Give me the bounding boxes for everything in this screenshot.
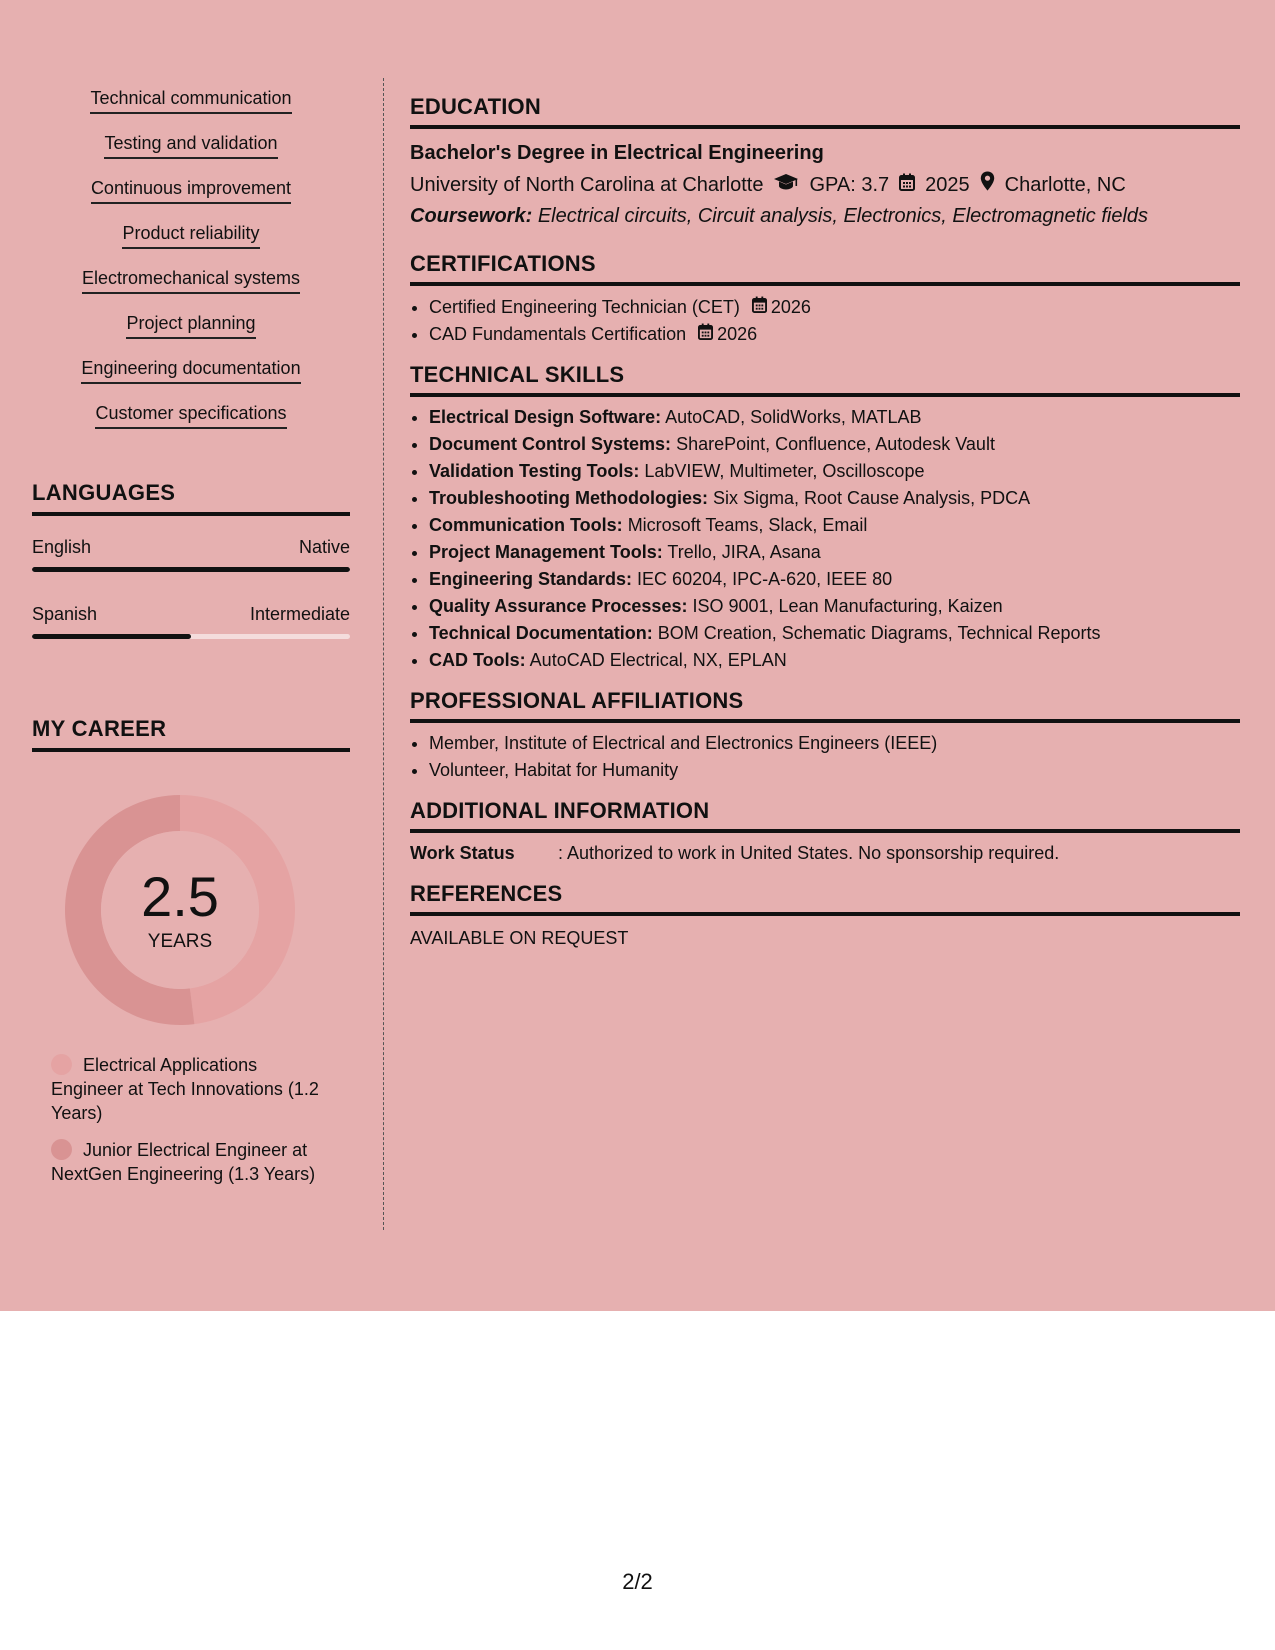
calendar-icon xyxy=(752,294,767,321)
graduation-year: 2025 xyxy=(925,173,970,196)
career-heading: MY CAREER xyxy=(32,716,350,752)
career-role-label: Junior Electrical Engineer at NextGen Engineering (1.3 Years) xyxy=(51,1140,316,1184)
affiliation-item: • Member, Institute of Electrical and Electronics Engineers (IEEE) xyxy=(429,730,1240,757)
location-pin-icon xyxy=(980,171,995,198)
graduation-cap-icon xyxy=(773,172,799,198)
technical-skill-item: • Document Control Systems: SharePoint, Confluence, Autodesk Vault xyxy=(429,431,1240,458)
gpa: GPA: 3.7 xyxy=(809,173,890,196)
affiliations-section xyxy=(410,688,1240,784)
language-proficiency-bar xyxy=(32,567,350,572)
skill-item: Customer specifications xyxy=(32,401,350,446)
school-location: Charlotte, NC xyxy=(1004,173,1126,196)
legend-dot xyxy=(51,1139,72,1160)
skill-item: Engineering documentation xyxy=(32,356,350,401)
technical-skill-item: • Technical Documentation: BOM Creation, Schematic Diagrams, Technical Reports xyxy=(429,620,1240,647)
degree-title: Bachelor's Degree in Electrical Engineering xyxy=(410,142,824,164)
technical-skill-item: • Validation Testing Tools: LabVIEW, Multimeter, Oscilloscope xyxy=(429,458,1240,485)
coursework-list: Electrical circuits, Circuit analysis, Electronics, Electromagnetic fields xyxy=(537,205,1149,227)
column-divider xyxy=(383,78,384,1230)
languages-heading: LANGUAGES xyxy=(32,480,350,516)
certification-year: 2026 xyxy=(717,324,758,344)
certification-name: • CAD Fundamentals Certification xyxy=(429,324,687,344)
career-legend-item xyxy=(51,1053,332,1125)
career-role-label: Electrical Applications Engineer at Tech Innovations (1.2 Years) xyxy=(51,1055,319,1123)
language-level: Native xyxy=(298,537,350,557)
school-name: University of North Carolina at Charlotte xyxy=(410,173,764,196)
proficiency-fill xyxy=(32,634,191,639)
additional-info-section xyxy=(410,798,1240,865)
work-status-row xyxy=(410,841,1240,865)
work-status-label: Work Status xyxy=(410,843,515,863)
page-number: 2/2 xyxy=(622,1569,653,1594)
technical-skills-section xyxy=(410,362,1240,674)
calendar-icon xyxy=(899,172,915,198)
affiliations-list xyxy=(410,730,1240,784)
technical-skill-item: • Project Management Tools: Trello, JIRA, Asana xyxy=(429,539,1240,566)
skill-item: Electromechanical systems xyxy=(32,266,350,311)
technical-skills-heading: TECHNICAL SKILLS xyxy=(410,362,1240,397)
certification-year: 2026 xyxy=(770,297,811,317)
language-name: English xyxy=(32,537,92,557)
certifications-section xyxy=(410,251,1240,348)
language-proficiency-bar xyxy=(32,634,350,639)
technical-skill-item: • CAD Tools: AutoCAD Electrical, NX, EPLAN xyxy=(429,647,1240,674)
certifications-heading: CERTIFICATIONS xyxy=(410,251,1240,286)
career-donut-chart xyxy=(65,795,295,1025)
references-heading: REFERENCES xyxy=(410,881,1240,916)
education-section xyxy=(410,94,1240,229)
coursework-label: Coursework: xyxy=(410,205,533,227)
language-name: Spanish xyxy=(32,604,98,624)
affiliation-item: • Volunteer, Habitat for Humanity xyxy=(429,757,1240,784)
technical-skills-list xyxy=(410,404,1240,674)
references-text: AVAILABLE ON REQUEST xyxy=(410,928,629,948)
languages-section xyxy=(32,480,350,639)
language-entry xyxy=(32,603,350,639)
certifications-list xyxy=(410,294,1240,348)
skill-item: Continuous improvement xyxy=(32,176,350,221)
additional-info-heading: ADDITIONAL INFORMATION xyxy=(410,798,1240,833)
coursework xyxy=(410,203,1240,229)
work-status-value: : Authorized to work in United States. No sponsorship required. xyxy=(558,843,1060,863)
certification-item xyxy=(429,321,1240,348)
education-heading: EDUCATION xyxy=(410,94,1240,129)
right-column xyxy=(410,94,1240,949)
technical-skill-item: • Engineering Standards: IEC 60204, IPC-A-620, IEEE 80 xyxy=(429,566,1240,593)
career-legend-item xyxy=(51,1138,332,1186)
affiliations-heading: PROFESSIONAL AFFILIATIONS xyxy=(410,688,1240,723)
skill-item: Project planning xyxy=(32,311,350,356)
career-legend xyxy=(32,1053,332,1186)
skill-item: Testing and validation xyxy=(32,131,350,176)
left-column xyxy=(32,86,350,1199)
certification-name: • Certified Engineering Technician (CET) xyxy=(429,297,740,317)
career-section xyxy=(32,716,350,1186)
skill-item: Technical communication xyxy=(32,86,350,131)
education-details xyxy=(410,171,1240,198)
proficiency-fill xyxy=(32,567,350,572)
legend-dot xyxy=(51,1054,72,1075)
references-section xyxy=(410,881,1240,949)
career-total-value: 2.5 xyxy=(141,865,219,928)
career-total-unit: YEARS xyxy=(147,931,213,952)
skills-list xyxy=(32,86,350,446)
skill-item: Product reliability xyxy=(32,221,350,266)
certification-item xyxy=(429,294,1240,321)
technical-skill-item: • Communication Tools: Microsoft Teams, Slack, Email xyxy=(429,512,1240,539)
language-level: Intermediate xyxy=(249,604,350,624)
language-entry xyxy=(32,536,350,572)
technical-skill-item: • Electrical Design Software: AutoCAD, SolidWorks, MATLAB xyxy=(429,404,1240,431)
technical-skill-item: • Quality Assurance Processes: ISO 9001, Lean Manufacturing, Kaizen xyxy=(429,593,1240,620)
technical-skill-item: • Troubleshooting Methodologies: Six Sigma, Root Cause Analysis, PDCA xyxy=(429,485,1240,512)
calendar-icon xyxy=(698,321,713,348)
